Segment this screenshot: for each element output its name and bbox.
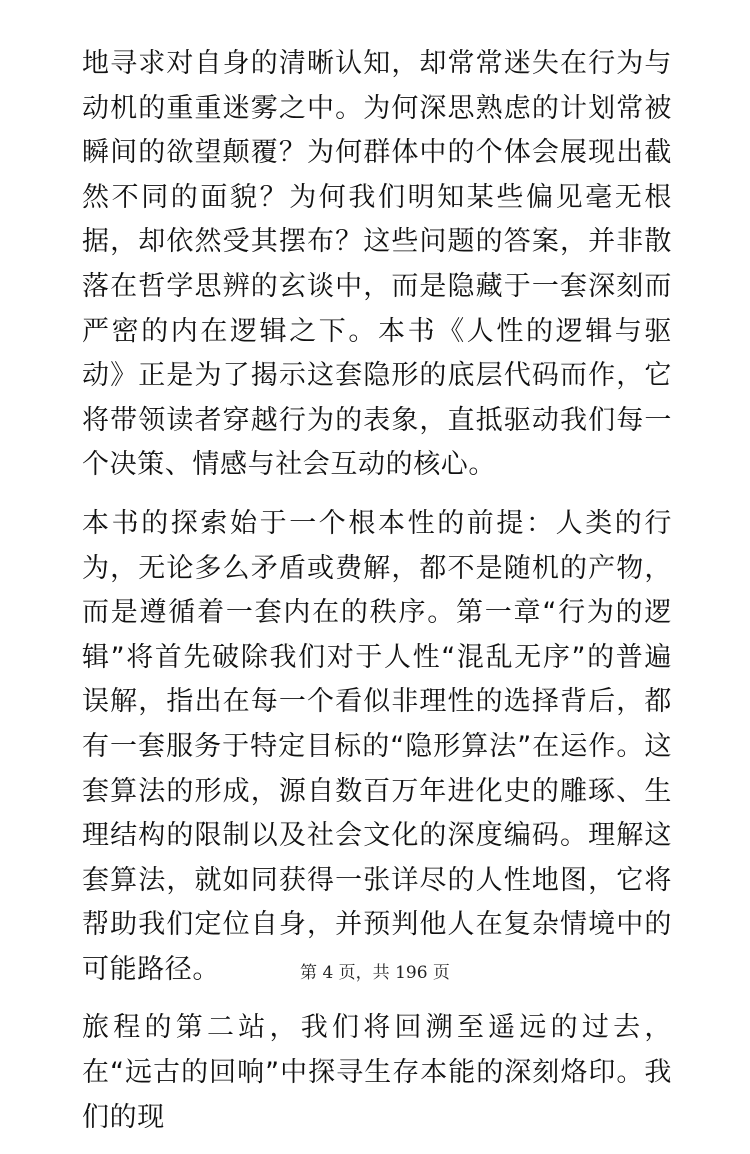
paragraph-3: 旅程的第二站，我们将回溯至遥远的过去，在“远古的回响”中探寻生存本能的深刻烙印。我们的现 [82,1012,672,1133]
paragraph-1: 地寻求对自身的清晰认知，却常常迷失在行为与动机的重重迷雾之中。为何深思熟虑的计划常被瞬间的欲望颠覆？为何群体中的个体会展现出截然不同的面貌？为何我们明知某些偏见毫无根据，却依然受其摆布？这些问题的答案，并非散落在哲学思辨的玄谈中，而是隐藏于一套深刻而严密的内在逻辑之下。本书《人性的逻辑与驱动》正是为了揭示这套隐形的底层代码而作，它将带领读者穿越行为的表象，直抵驱动我们每一个决策、情感与社会互动的核心。 [82,48,672,481]
paragraph-2: 本书的探索始于一个根本性的前提：人类的行为，无论多么矛盾或费解，都不是随机的产物，而是遵循着一套内在的秩序。第一章“行为的逻辑”将首先破除我们对于人性“混乱无序”的普遍误解，指出在每一个看似非理性的选择背后，都有一套服务于特定目标的“隐形算法”在运作。这套算法的形成，源自数百万年进化史的雕琢、生理结构的限制以及社会文化的深度编码。理解这套算法，就如同获得一张详尽的人性地图，它将帮助我们定位自身，并预判他人在复杂情境中的可能路径。 [82,507,672,985]
page-number-footer: 第 4 页，共 196 页 [300,963,450,983]
body-text [82,42,672,1154]
